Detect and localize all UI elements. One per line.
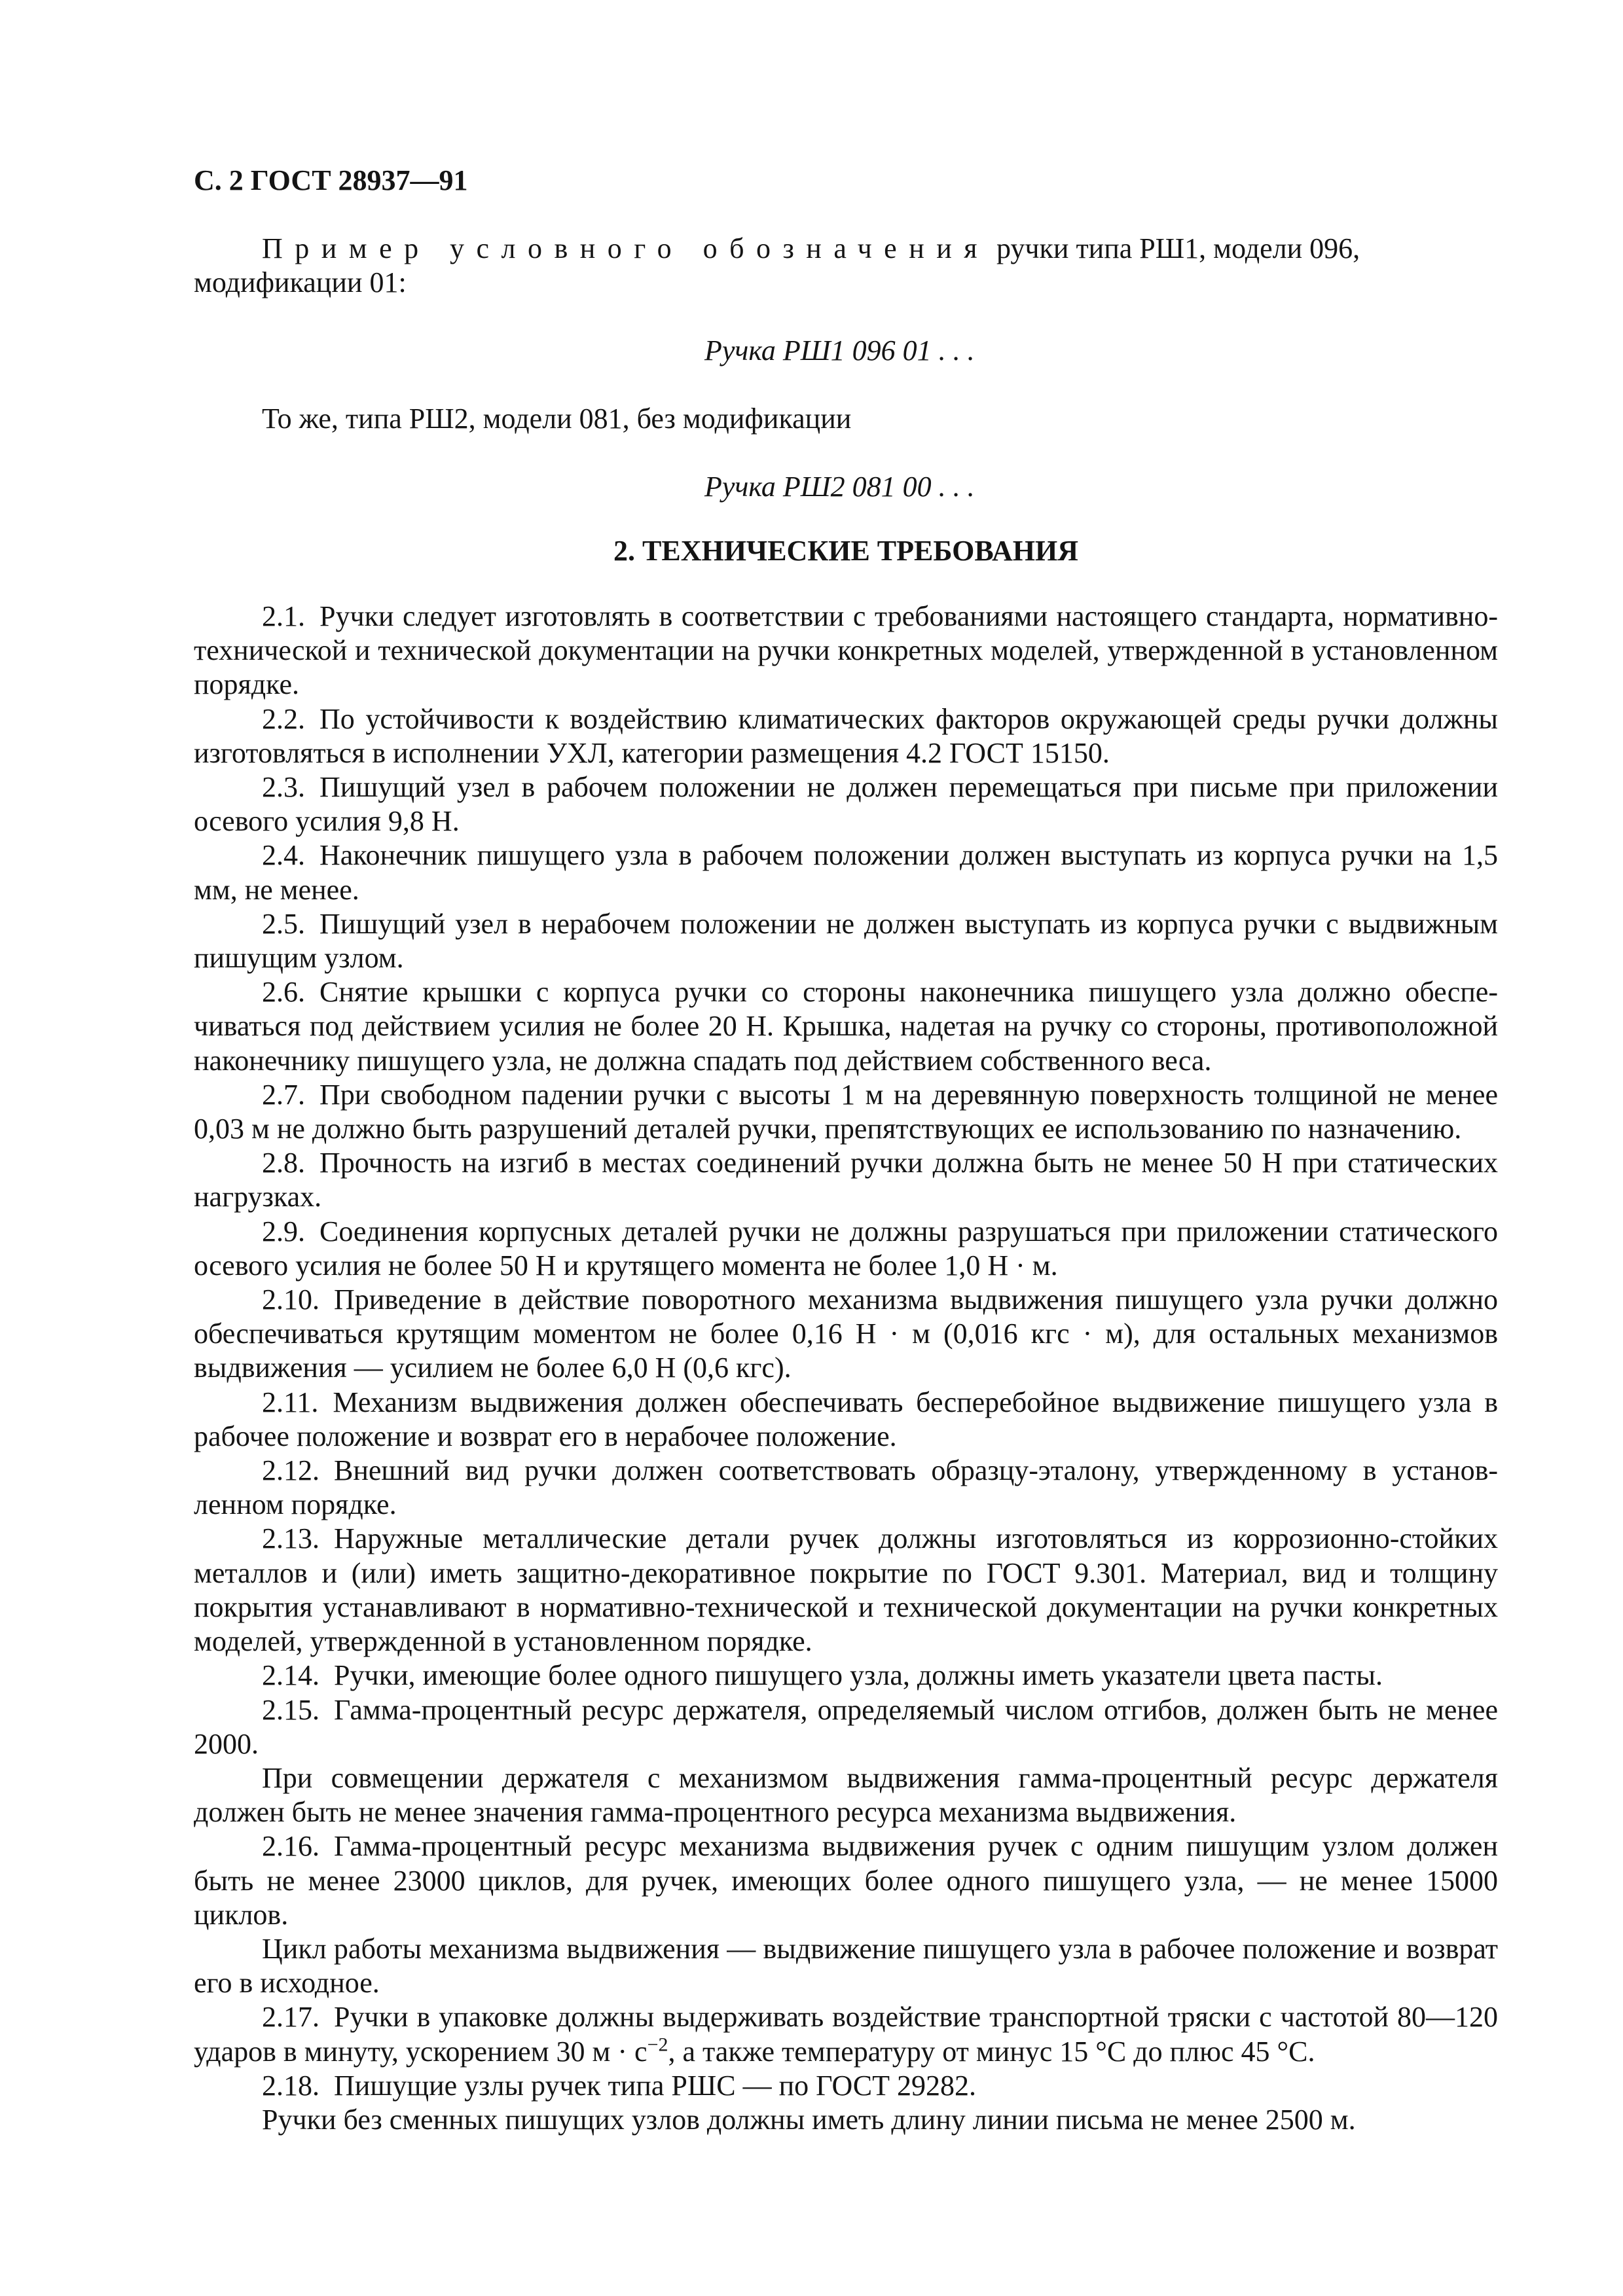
requirement-paragraph <box>194 2000 1498 2068</box>
paragraph-text: Ручки без сменных пишущих узлов должны иметь длину линии письма не менее 2500 м. <box>262 2103 1356 2136</box>
paragraph-number: 2.2. <box>262 702 305 735</box>
designation-formula-2: Ручка РШ2 081 00 . . . <box>704 471 975 503</box>
paragraph-text: Пишущие узлы ручек типа РШС — по ГОСТ 29282. <box>334 2069 976 2102</box>
paragraph-text: Ручки в упаковке должны выдерживать воздействие транспортной тряски с частотой 80—120 ударов в минуту, ускорением 30 м · с <box>194 2001 1498 2068</box>
paragraph-text: При совмещении держателя с механизмом выдвижения гамма-процентный ресурс держателя должен быть не менее значения гамма-процентного ресурса механизма выдвижения. <box>194 1761 1498 1829</box>
paragraph-number: 2.14. <box>262 1659 319 1692</box>
paragraph-number: 2.8. <box>262 1147 305 1179</box>
requirement-paragraph <box>194 1078 1498 1146</box>
paragraph-text: Пишущий узел в нерабочем положении не должен выступать из корпуса ручки с выдвижным пишущим узлом. <box>194 907 1498 975</box>
paragraph-number: 2.4. <box>262 839 305 872</box>
paragraph-number: 2.12. <box>262 1454 319 1487</box>
example-text: ручки типа РШ1, модели 096, модификации 01: <box>194 232 1360 298</box>
paragraph-number: 2.17. <box>262 2001 319 2034</box>
paragraph-text: По устойчивости к воздействию климатических факторов окружающей среды ручки должны изготовляться в исполнении УХЛ, категории размещения 4.2 ГОСТ 15150. <box>194 702 1498 769</box>
paragraph-text: Гамма-процентный ресурс механизма выдвижения ручек с одним пишущим узлом должен быть не менее 23000 циклов, для ручек, имеющих более одного пишущего узла, — не менее 15000 циклов. <box>194 1830 1498 1931</box>
paragraph-number: 2.5. <box>262 907 305 940</box>
requirement-paragraph <box>194 1659 1498 1693</box>
example-label: Пример условного обозначения <box>262 232 989 264</box>
paragraph-number: 2.9. <box>262 1215 305 1247</box>
paragraph-text: Ручки следует изготовлять в соответствии с требованиями настоящего стандарта, нормативно-технической и технической документации на ручки конкретных моделей, утвержденной в установленном порядке. <box>194 600 1498 701</box>
paragraph-text: Приведение в действие поворотного механизма выдвижения пишущего узла ручки должно обеспечиваться крутящим моментом не более 0,16 Н · м (0,016 кгс · м), для остальных механизмов выдвижения — усилием не более 6,0 Н (0,6 кгс). <box>194 1283 1498 1384</box>
section-title: 2. ТЕХНИЧЕСКИЕ ТРЕБОВАНИЯ <box>613 535 1078 567</box>
paragraph-text: Гамма-процентный ресурс держателя, определяемый числом отгибов, должен быть не менее 2000. <box>194 1693 1498 1760</box>
requirement-paragraph <box>194 2103 1498 2137</box>
requirement-paragraph <box>194 702 1498 770</box>
paragraph-number: 2.15. <box>262 1693 319 1726</box>
paragraph-text: Прочность на изгиб в местах соединений ручки должна быть не менее 50 Н при статических нагрузках. <box>194 1147 1498 1213</box>
requirement-paragraph <box>194 975 1498 1078</box>
paragraph-text: Наружные металлические детали ручек должны изготовляться из коррозионно-стойких металлов и (или) иметь защитно-декоративное покрытие по ГОСТ 9.301. Материал, вид и толщину покрытия устанавливают в нормативно-технической и технической документации на ручки конкретных моделей, утвержденной в установленном порядке. <box>194 1522 1498 1658</box>
paragraph-text: При свободном падении ручки с высоты 1 м на деревянную поверхность толщиной не менее 0,03 м не должно быть разрушений деталей ручки, препятствующих ее использованию по назначению. <box>194 1078 1498 1145</box>
designation-example <box>194 232 1498 300</box>
paragraph-text: Снятие крышки с корпуса ручки со стороны наконечника пишущего узла должно обеспечиваться под действием усилия не более 20 Н. Крышка, надетая на ручку со стороны, противоположной наконечнику пишущего узла, не должна спадать под действием собственного веса. <box>194 976 1498 1077</box>
paragraph-number: 2.3. <box>262 771 305 804</box>
paragraph-number: 2.16. <box>262 1830 319 1863</box>
document-page <box>194 164 1498 2137</box>
requirement-paragraph <box>194 600 1498 702</box>
paragraph-text: Ручки, имеющие более одного пишущего узла, должны иметь указатели цвета пасты. <box>334 1659 1383 1692</box>
requirement-paragraph <box>194 1932 1498 2000</box>
requirement-paragraph <box>194 770 1498 838</box>
superscript: −2 <box>647 2033 668 2055</box>
requirement-paragraph <box>194 1522 1498 1659</box>
page-header: С. 2 ГОСТ 28937—91 <box>194 164 468 196</box>
paragraph-number: 2.7. <box>262 1078 305 1111</box>
designation-formula-1: Ручка РШ1 096 01 . . . <box>704 334 975 367</box>
paragraph-number: 2.18. <box>262 2069 319 2102</box>
paragraph-number: 2.1. <box>262 600 305 632</box>
paragraph-text: Механизм выдвижения должен обеспечивать бесперебойное выдвижение пишущего узла в рабочее положение и возврат его в нерабочее положение. <box>194 1386 1498 1452</box>
requirements-list <box>194 600 1498 2137</box>
requirement-paragraph <box>194 1215 1498 1283</box>
paragraph-number: 2.13. <box>262 1522 319 1555</box>
paragraph-text: Наконечник пишущего узла в рабочем положении должен выступать из корпуса ручки на 1,5 мм, не менее. <box>194 839 1498 906</box>
requirement-paragraph <box>194 838 1498 906</box>
requirement-paragraph <box>194 1693 1498 1761</box>
requirement-paragraph <box>194 2069 1498 2103</box>
requirement-paragraph <box>194 1386 1498 1454</box>
requirement-paragraph <box>194 1761 1498 1829</box>
paragraph-text-after: , а также температуру от минус 15 °С до плюс 45 °С. <box>668 2035 1315 2068</box>
paragraph-number: 2.10. <box>262 1283 319 1316</box>
requirement-paragraph <box>194 1283 1498 1386</box>
paragraph-number: 2.6. <box>262 976 305 1009</box>
paragraph-text: Внешний вид ручки должен соответствовать образцу-эталону, утвержденному в установленном порядке. <box>194 1454 1498 1521</box>
paragraph-text: Цикл работы механизма выдвижения — выдвижение пишущего узла в рабочее положение и возврат его в исходное. <box>194 1932 1498 2000</box>
requirement-paragraph <box>194 1146 1498 1214</box>
requirement-paragraph <box>194 907 1498 975</box>
paragraph-text: Пишущий узел в рабочем положении не должен перемещаться при письме при приложении осевого усилия 9,8 Н. <box>194 771 1498 838</box>
requirement-paragraph <box>194 1454 1498 1522</box>
requirement-paragraph <box>194 1829 1498 1932</box>
paragraph-text: Соединения корпусных деталей ручки не должны разрушаться при приложении статического осевого усилия не более 50 Н и крутящего момента не более 1,0 Н · м. <box>194 1215 1498 1282</box>
paragraph-number: 2.11. <box>262 1386 319 1418</box>
same-type-line: То же, типа РШ2, модели 081, без модификации <box>262 403 852 435</box>
